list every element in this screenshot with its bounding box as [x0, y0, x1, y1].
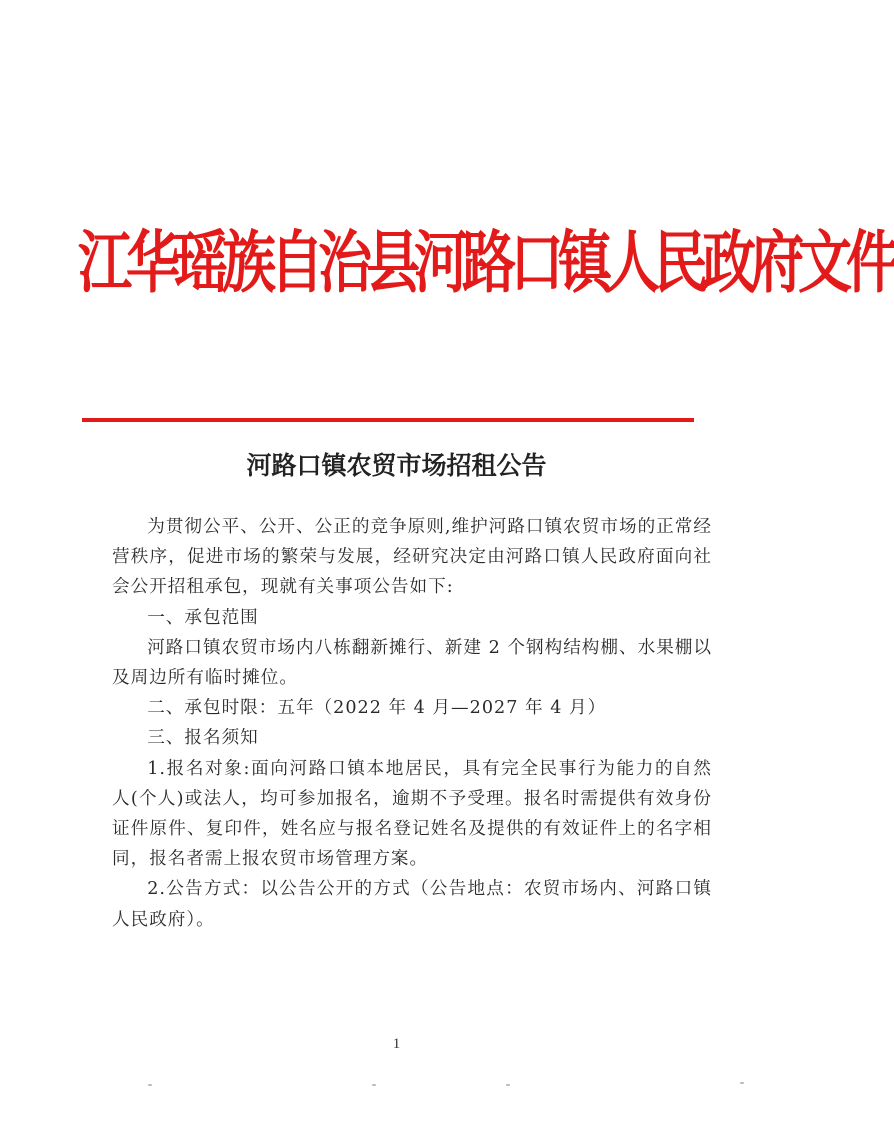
scan-artifact: [372, 1084, 376, 1086]
section-1-text: 河路口镇农贸市场内八栋翻新摊行、新建 2 个钢构结构棚、水果棚以及周边所有临时摊位。: [112, 637, 712, 689]
notice-body: [112, 512, 712, 935]
scan-artifact: [148, 1084, 152, 1086]
red-divider-line: [82, 418, 694, 422]
section-3-item-1: 1.报名对象:面向河路口镇本地居民，具有完全民事行为能力的自然人(个人)或法人，均可参加报名，逾期不予受理。报名时需提供有效身份证件原件、复印件，姓名应与报名登记姓名及提供的有效证件上的名字相同，报名者需上报农贸市场管理方案。: [112, 758, 712, 870]
document-header-title: 江华瑶族自治县河路口镇人民政府文件: [78, 222, 894, 302]
section-3-heading: 三、报名须知: [147, 728, 259, 749]
page-number: 1: [392, 1036, 401, 1052]
scan-artifact: [506, 1084, 510, 1086]
intro-paragraph: 为贯彻公平、公开、公正的竞争原则,维护河路口镇农贸市场的正常经营秩序，促进市场的繁荣与发展，经研究决定由河路口镇人民政府面向社会公开招租承包，现就有关事项公告如下:: [112, 517, 712, 598]
section-2-heading: 二、承包时限：五年（2022 年 4 月—2027 年 4 月）: [147, 698, 607, 719]
section-3-item-2: 2.公告方式：以公告公开的方式（公告地点：农贸市场内、河路口镇人民政府）。: [112, 879, 712, 930]
scan-artifact: [740, 1082, 744, 1084]
section-1-heading: 一、承包范围: [147, 607, 259, 628]
notice-title: 河路口镇农贸市场招租公告: [246, 451, 547, 480]
